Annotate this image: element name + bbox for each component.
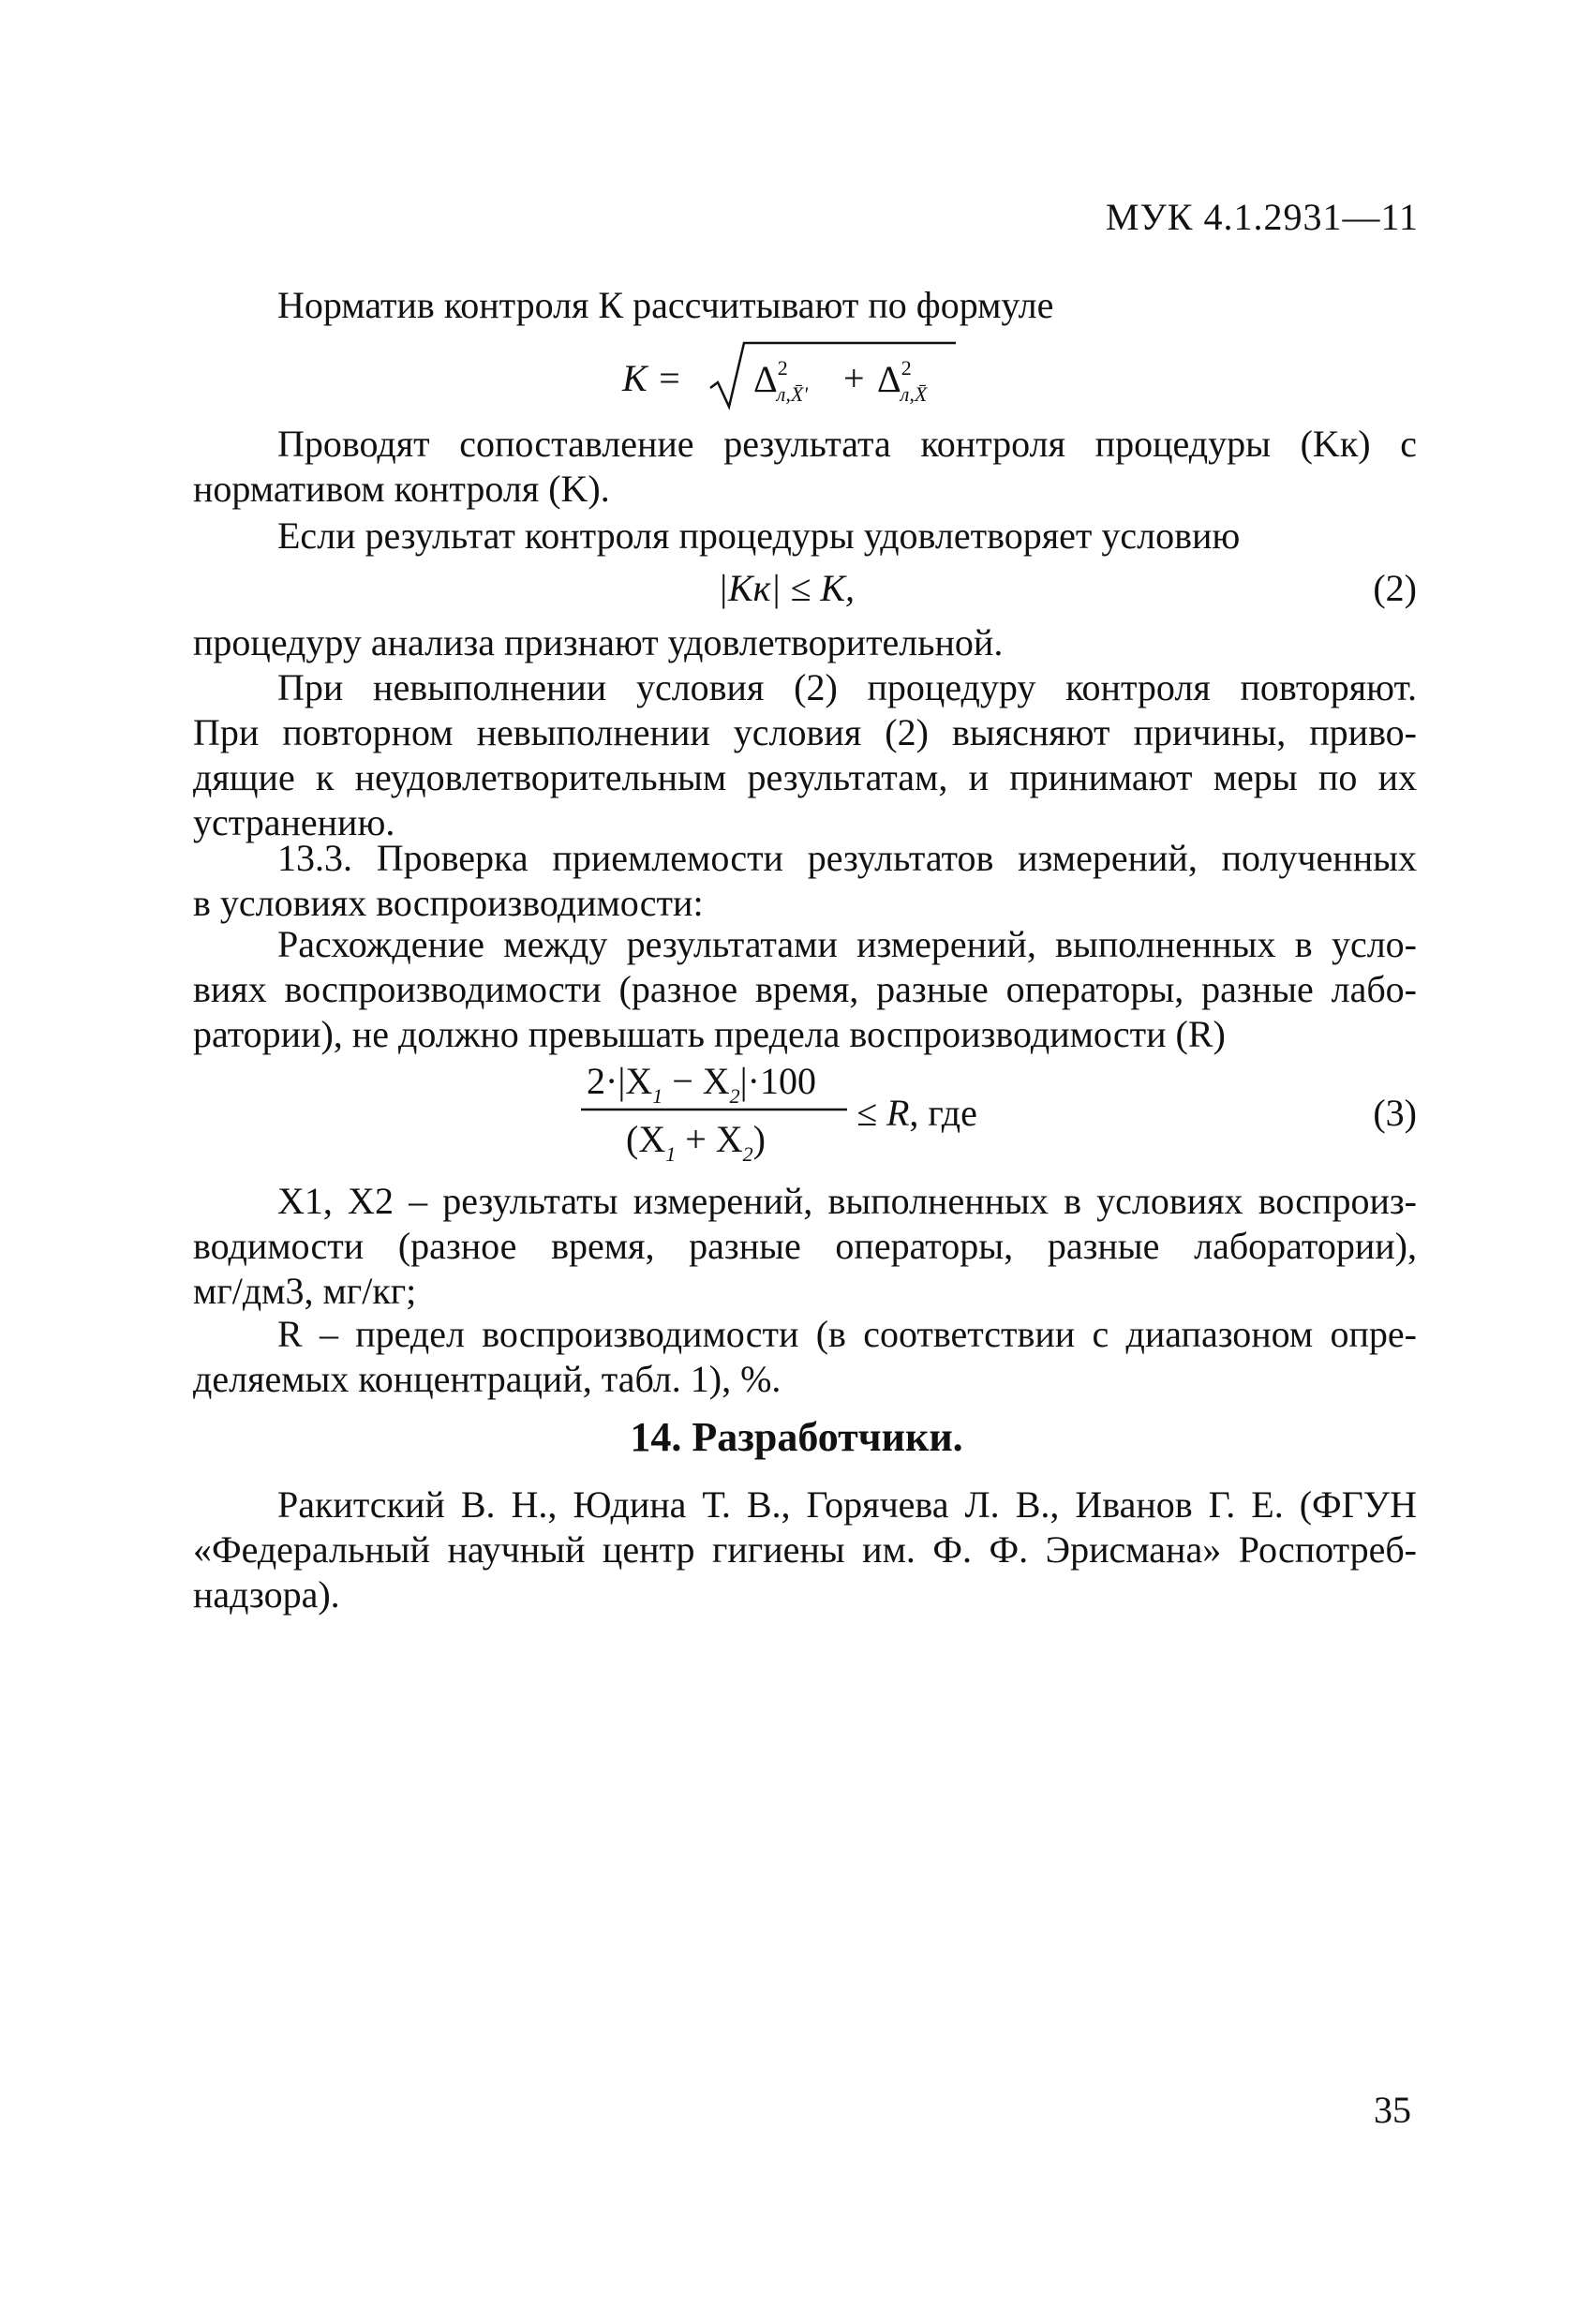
document-code: МУК 4.1.2931—11 [1105,196,1419,238]
line: X1, X2 – результаты измерений, выполненных в условиях воспроиз- [277,1180,1417,1222]
rhs: ≤ R [856,1092,910,1134]
numerator-part: |·100 [739,1060,816,1102]
para-repeat [193,665,1417,845]
line: При невыполнении условия (2) процедуру контроля повторяют. [277,666,1417,708]
line: Проводят сопоставление результата контроля процедуры (Kк) с [277,423,1417,465]
formula-3-numerator [587,1059,816,1109]
line: мг/дм3, мг/кг; [193,1270,417,1312]
formula-2: |Kк| ≤ K, [718,567,856,609]
power: 2 [777,356,788,380]
line: в условиях воспроизводимости: [193,882,704,924]
para-divergence [193,922,1417,1057]
subscript: л,X̄' [776,382,808,406]
line: нормативом контроля (K). [193,468,610,510]
formula-k-lhs: K = [622,357,682,399]
line: дящие к неудовлетворительным результатам, и принимают меры по их [193,756,1417,798]
line: При повторном невыполнении условия (2) выясняют причины, приво- [193,711,1417,753]
subscript: л,X̄ [900,382,928,406]
numerator-part: − X [663,1060,730,1102]
fraction-bar [581,1108,862,1113]
line: Расхождение между результатами измерений, выполненных в усло- [277,923,1417,965]
line: ратории), не должно превышать предела воспроизводимости (R) [193,1013,1226,1055]
page-number: 35 [1374,2089,1411,2131]
para-compare [193,422,1417,512]
line: Ракитский В. Н., Юдина Т. В., Горячева Л. В., Иванов Г. Е. (ФГУН [277,1483,1417,1526]
delta-symbol: Δ [877,358,901,400]
formula-k-plus: + [843,357,865,399]
delta-symbol: Δ [753,358,778,400]
subscript: 2 [742,1142,753,1166]
formula-k-delta1 [753,356,808,407]
line: деляемых концентраций, табл. 1), %. [193,1358,782,1400]
denominator-part: + X [676,1118,743,1160]
line: R – предел воспроизводимости (в соответствии с диапазоном опре- [277,1313,1417,1355]
para-13-3 [193,836,1417,926]
subscript: 1 [665,1142,677,1166]
denominator-part: ) [752,1118,766,1160]
para-condition: Если результат контроля процедуры удовлетворяет условию [277,514,1241,557]
equation-number-2: (2) [1373,567,1417,609]
intro-line: Норматив контроля К рассчитывают по формуле [277,284,1054,326]
formula-k-delta2 [877,356,927,407]
numerator-part: 2·|X [587,1060,653,1102]
line: водимости (разное время, разные операторы, разные лаборатории), [193,1225,1417,1267]
line: надзора). [193,1573,340,1616]
equation-number-3: (3) [1373,1092,1417,1134]
definition-x [193,1179,1417,1314]
line: «Федеральный научный центр гигиены им. Ф. Ф. Эрисмана» Роспотреб- [193,1528,1417,1571]
denominator-part: (X [626,1118,666,1160]
line: устранению. [193,801,395,843]
line: 13.3. Проверка приемлемости результатов измерений, полученных [277,837,1417,879]
para-satisfactory: процедуру анализа признают удовлетворительной. [193,621,1004,663]
subscript: 2 [729,1084,740,1108]
section-heading: 14. Разработчики. [630,1414,963,1460]
power: 2 [901,356,912,380]
formula-3-rhs [856,1091,977,1135]
formula-3-denominator [626,1117,766,1167]
subscript: 1 [652,1084,663,1108]
line: виях воспроизводимости (разное время, разные операторы, разные лабо- [193,968,1417,1010]
developers [193,1482,1417,1617]
definition-r [193,1312,1417,1402]
where-word: , где [909,1092,977,1134]
